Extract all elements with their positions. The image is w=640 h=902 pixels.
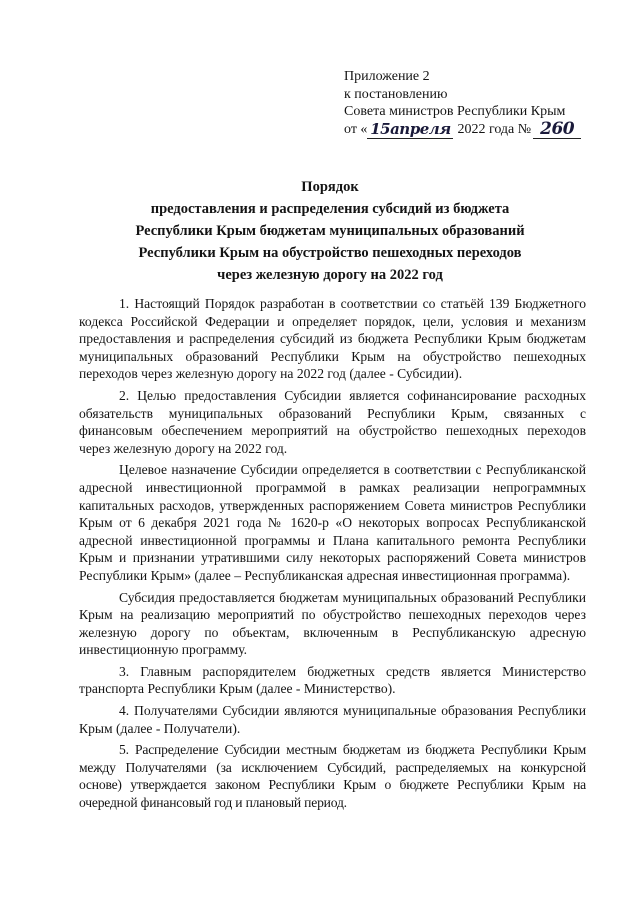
date-prefix: от « (344, 122, 368, 137)
document-body (79, 295, 586, 816)
title-line-2: предоставления и распределения субсидий из бюджета (150, 201, 510, 217)
paragraph-2-target: Целевое назначение Субсидии определяется в соответствии с Республиканской адресной инвестиционной программой в рамках реализации непрограммных капитальных расходов, утвержденных распоряжением Совета министров Республики Крым от 6 декабря 2021 года № 1620-р «О некоторых вопросах Республиканской адресной инвестиционной программы и Плана капитального ремонта Республики Крым и признании утратившими силу некоторых распоряжений Совета министров Республики Крым» (далее – Республиканская адресная инвестиционная программа). (79, 462, 586, 583)
appendix-date-line (344, 118, 624, 139)
paragraph-1: 1. Настоящий Порядок разработан в соответствии со статьёй 139 Бюджетного кодекса Российской Федерации и определяет порядок, цели, условия и механизм предоставления и распределения субсидий из бюджета Республики Крым бюджетам муниципальных образований Республики Крым на обустройство пешеходных переходов через железную дорогу на 2022 год (далее - Субсидии). (79, 296, 586, 382)
year-text: 2022 года № (457, 122, 532, 137)
document-title (80, 176, 580, 286)
paragraph-5: 5. Распределение Субсидии местным бюджетам из бюджета Республики Крым между Получателями (за исключением Субсидий, распределяемых на конкурсной основе) утверждается законом Республики Крым о бюджете Республики Крым на очередной финансовый год и плановый период. (79, 742, 586, 811)
handwritten-number: 260 (533, 121, 581, 139)
title-line-3: Республики Крым бюджетам муниципальных образований (135, 223, 525, 239)
title-line-4: Республики Крым на обустройство пешеходных переходов (138, 245, 522, 261)
appendix-to-resolution: к постановлению (344, 86, 448, 102)
appendix-council: Совета министров Республики Крым (344, 104, 566, 119)
paragraph-2: 2. Целью предоставления Субсидии является софинансирование расходных обязательств муниципальных образований Республики Крым, связанных с финансовым обеспечением мероприятий на обустройство пешеходных переходов через железную дорогу на 2022 год. (79, 387, 586, 456)
appendix-header (344, 68, 624, 139)
paragraph-3: 3. Главным распорядителем бюджетных средств является Министерство транспорта Республики Крым (далее - Министерство). (79, 663, 586, 697)
title-line-5: через железную дорогу на 2022 год (217, 267, 443, 283)
appendix-number: Приложение 2 (344, 69, 430, 84)
paragraph-4: 4. Получателями Субсидии являются муниципальные образования Республики Крым (далее - Получатели). (79, 703, 586, 736)
title-line-1: Порядок (301, 179, 359, 195)
paragraph-2-subsidy: Субсидия предоставляется бюджетам муниципальных образований Республики Крым на реализацию мероприятий по обустройство пешеходных переходов через железную дорогу по объектам, включенным в Республиканскую адресную инвестиционную программу. (79, 589, 586, 658)
handwritten-date: 15апреля (367, 121, 453, 139)
